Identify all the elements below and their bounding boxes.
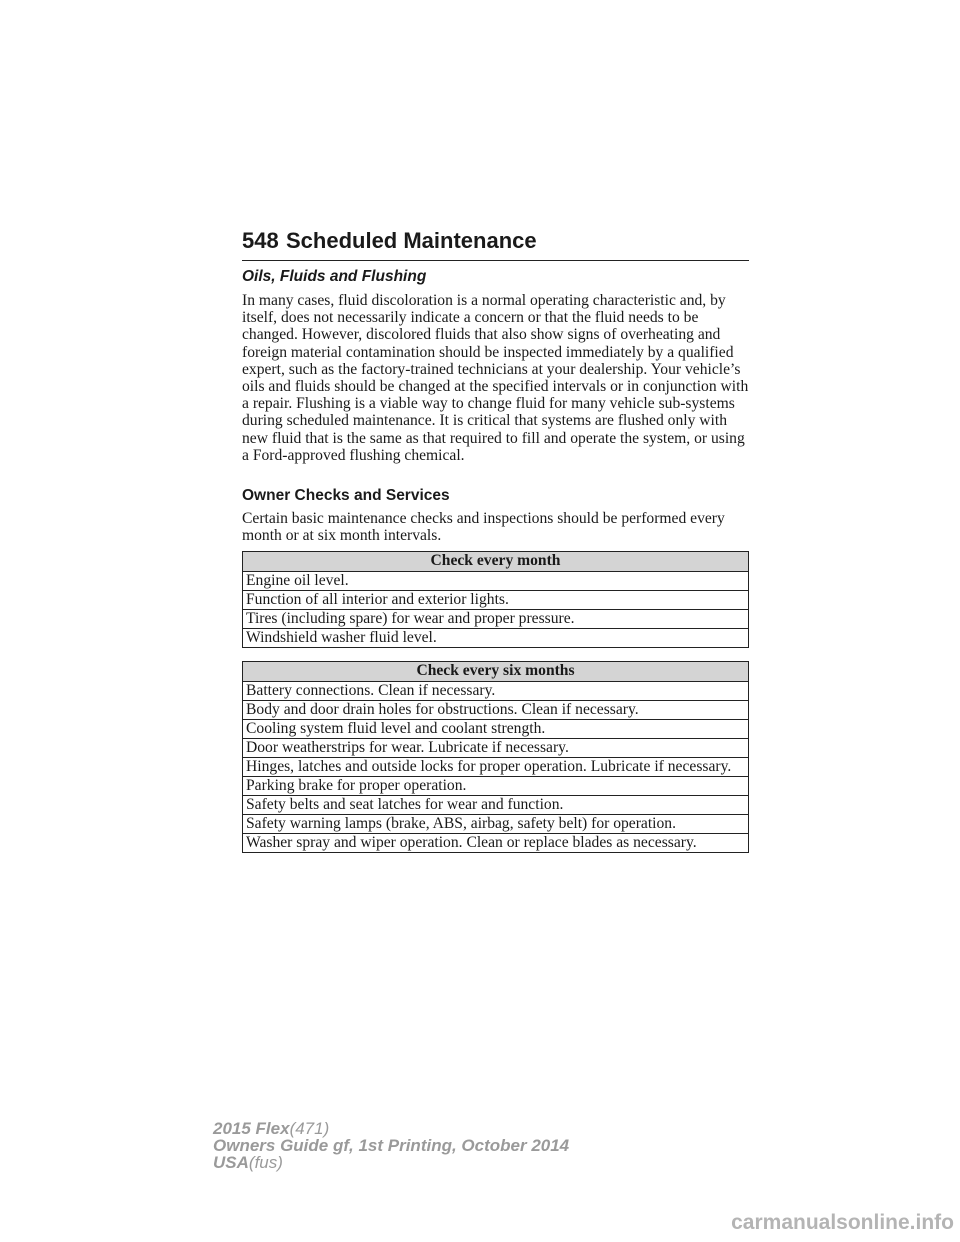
table-row: Safety belts and seat latches for wear and function.: [243, 796, 749, 815]
section-paragraph-owner-checks: Certain basic maintenance checks and inspections should be performed every month or at six month intervals.: [242, 510, 725, 545]
print-footer: [213, 1120, 569, 1171]
footer-page-ref: (471): [289, 1119, 330, 1138]
table-row: Battery connections. Clean if necessary.: [243, 682, 749, 701]
check-monthly-table: [242, 551, 749, 648]
table-row: Windshield washer fluid level.: [243, 629, 749, 648]
table-row: Function of all interior and exterior lights.: [243, 591, 749, 610]
footer-model: 2015 Flex: [213, 1119, 290, 1138]
table-row: Parking brake for proper operation.: [243, 777, 749, 796]
footer-market-code: (fus): [248, 1153, 283, 1172]
table-row: Door weatherstrips for wear. Lubricate if necessary.: [243, 739, 749, 758]
footer-printing: Owners Guide gf, 1st Printing, October 2014: [213, 1136, 570, 1155]
table-header: Check every six months: [243, 662, 749, 682]
table-row: Cooling system fluid level and coolant strength.: [243, 720, 749, 739]
table-row: Tires (including spare) for wear and proper pressure.: [243, 610, 749, 629]
table-row: Hinges, latches and outside locks for proper operation. Lubricate if necessary.: [243, 758, 749, 777]
table-row: Body and door drain holes for obstructions. Clean if necessary.: [243, 701, 749, 720]
site-watermark: carmanualsonline.info: [731, 1211, 954, 1234]
chapter-title: Scheduled Maintenance: [286, 228, 537, 253]
check-six-month-table: [242, 661, 749, 853]
table-row: Washer spray and wiper operation. Clean or replace blades as necessary.: [243, 834, 749, 853]
table-row: Engine oil level.: [243, 572, 749, 591]
section-title-oils: Oils, Fluids and Flushing: [242, 268, 427, 285]
page-header: [242, 226, 749, 261]
page-number: 548: [242, 228, 279, 253]
section-title-owner-checks: Owner Checks and Services: [242, 487, 450, 504]
footer-market: USA: [213, 1153, 249, 1172]
table-row: Safety warning lamps (brake, ABS, airbag, safety belt) for operation.: [243, 815, 749, 834]
section-paragraph-oils: In many cases, fluid discoloration is a normal operating characteristic and, by itself, does not necessarily indicate a concern or that the fluid needs to be changed. However, discolored fluids that also show signs of overheating and foreign material contamination should be inspected immediately by a qualified expert, such as the factory-trained technicians at your dealership. Your vehicle’s oils and fluids should be changed at the specified intervals or in conjunction with a repair. Flushing is a viable way to change fluid for many vehicle sub-systems during scheduled maintenance. It is critical that systems are flushed only with new fluid that is the same as that required to fill and operate the system, or using a Ford-approved flushing chemical.: [242, 292, 749, 464]
table-header: Check every month: [243, 552, 749, 572]
